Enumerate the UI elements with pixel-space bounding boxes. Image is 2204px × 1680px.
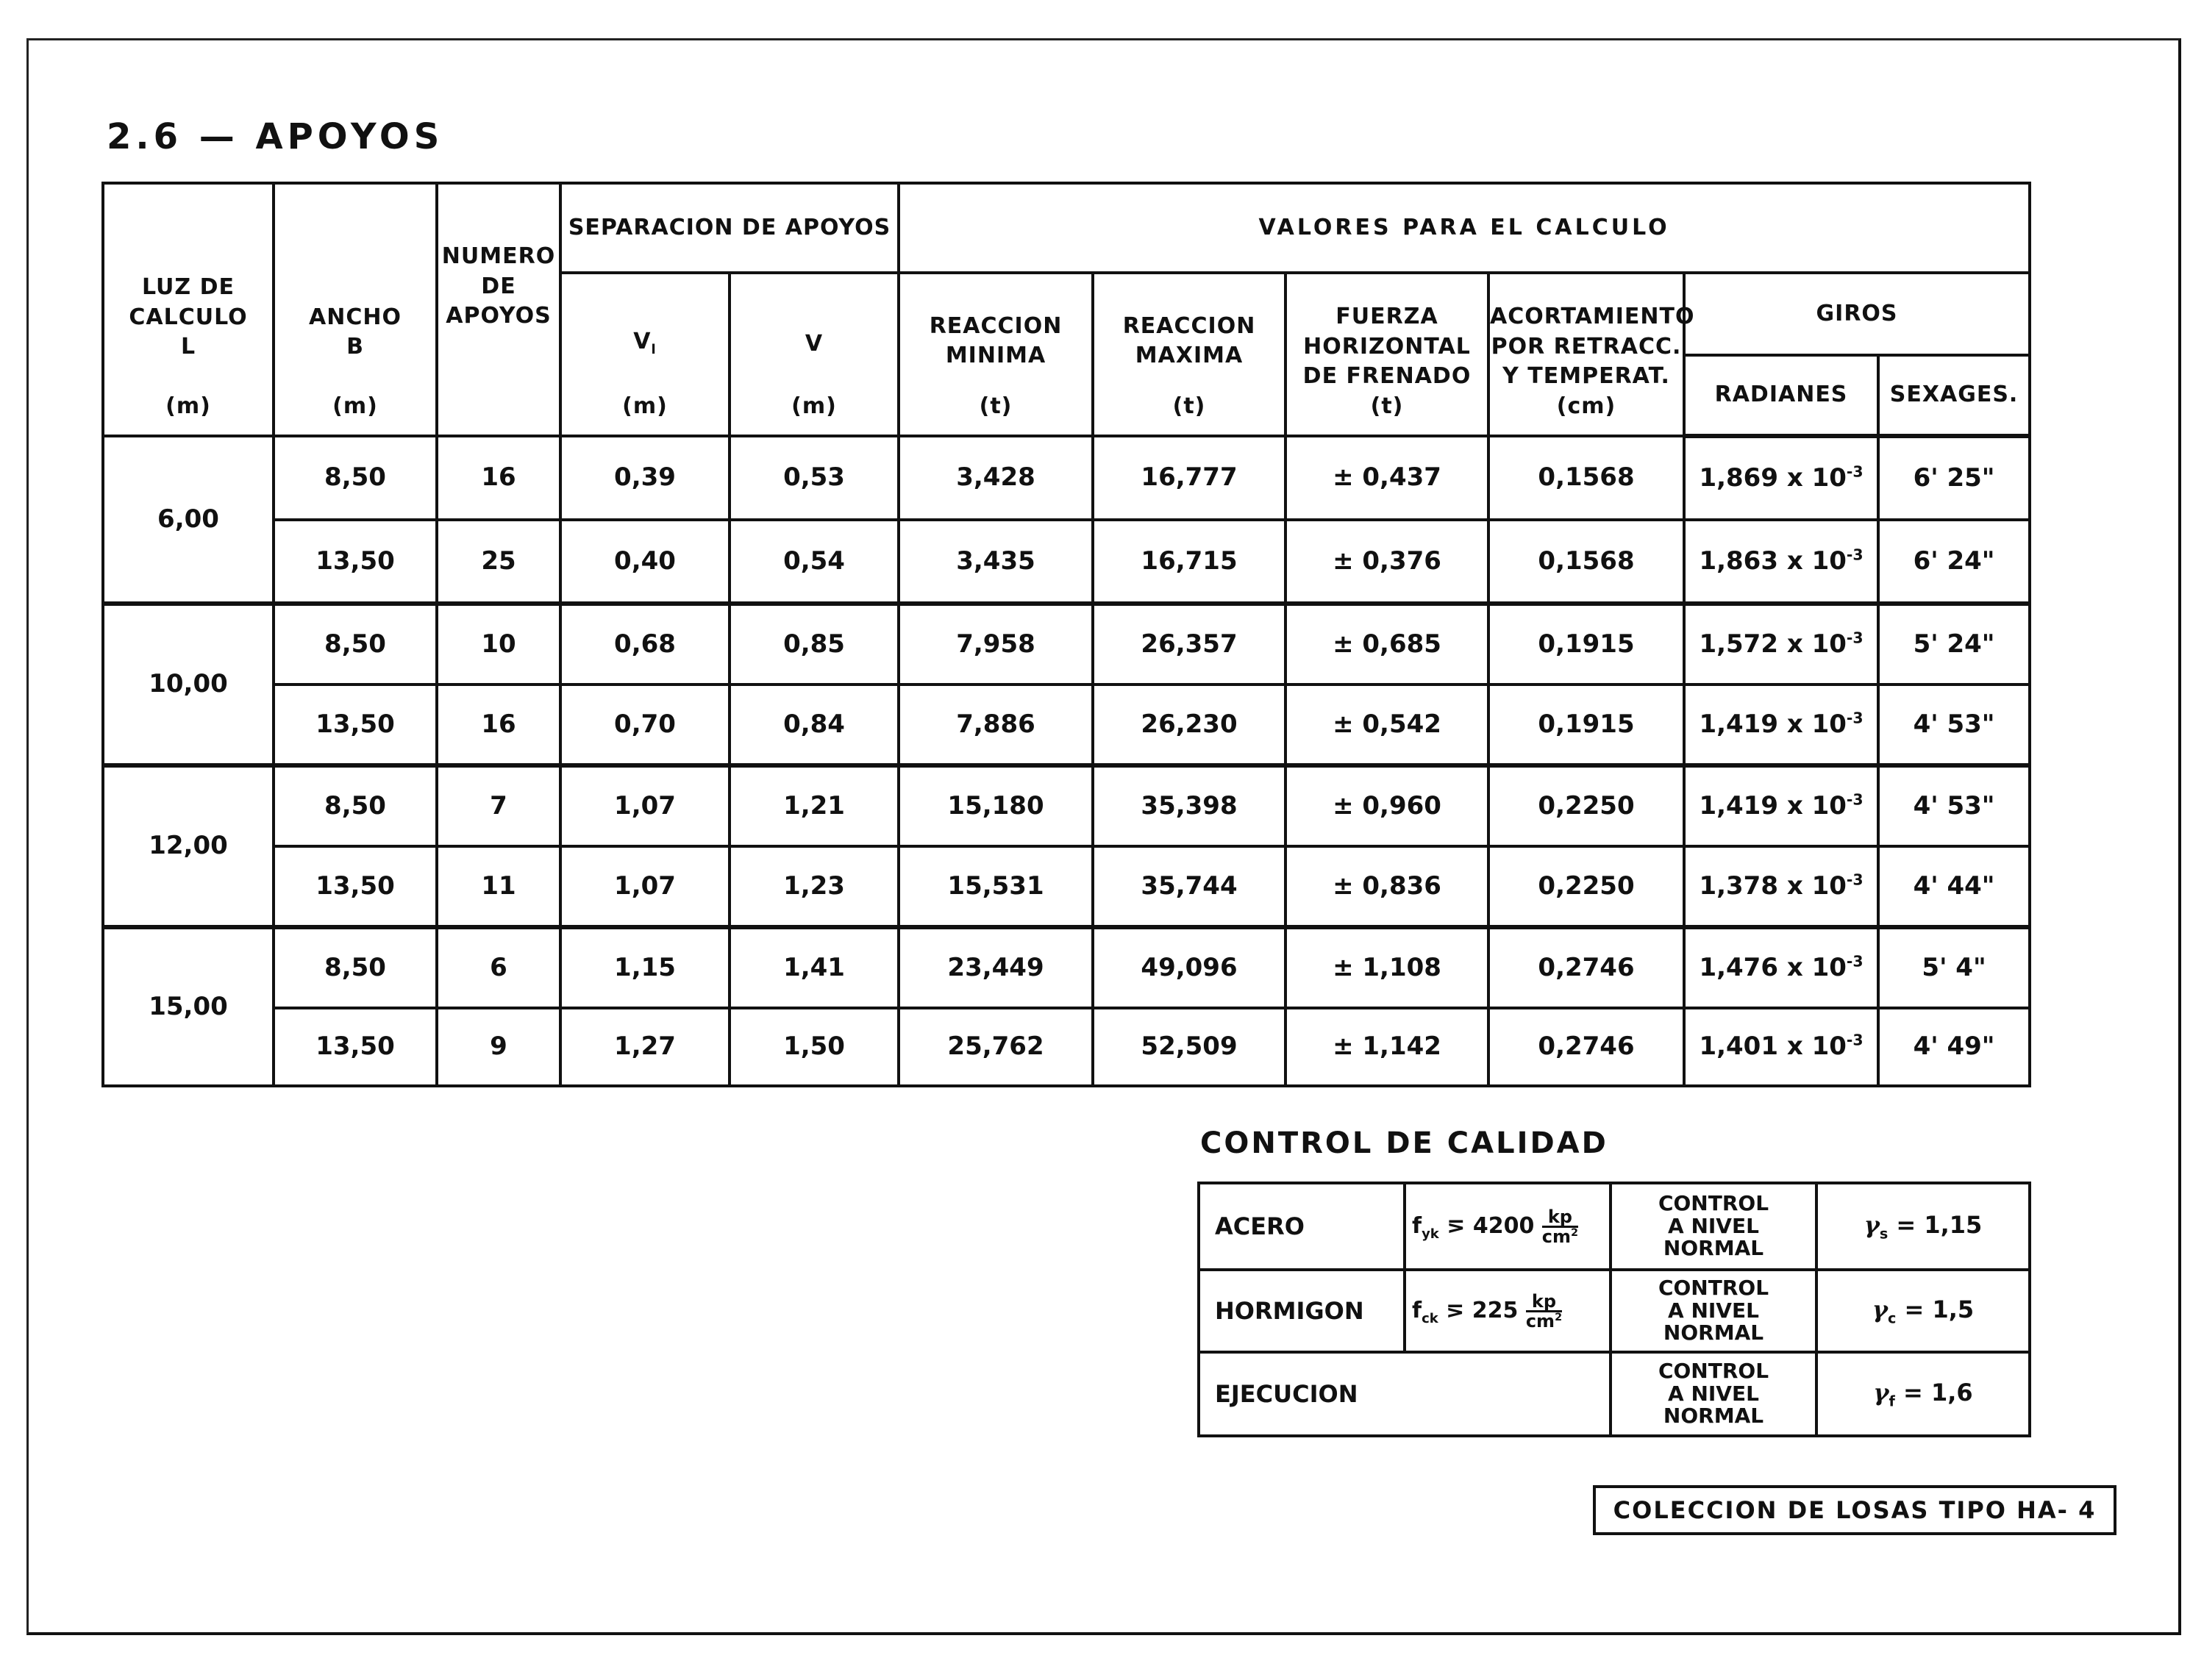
ancho-cell: 8,50: [274, 765, 437, 846]
rmin-cell: 23,449: [899, 927, 1093, 1008]
rmax-cell: 16,777: [1093, 436, 1285, 520]
v1-cell: 0,70: [560, 684, 730, 765]
rmax-cell: 35,744: [1093, 846, 1285, 927]
control-row: [1199, 1183, 2030, 1270]
rad-cell: 1,419 x $10^{-3}$: [1684, 765, 1878, 846]
rmax-cell: 35,398: [1093, 765, 1285, 846]
numero-cell: 10: [437, 604, 560, 684]
header-sexages: SEXAGES.: [1878, 355, 2030, 436]
table-row: [103, 684, 2030, 765]
rad-cell: 1,869 x $10^{-3}$: [1684, 436, 1878, 520]
control-title: CONTROL DE CALIDAD: [1200, 1126, 1608, 1160]
v-cell: 0,84: [730, 684, 899, 765]
header-giros: GIROS: [1684, 273, 2030, 355]
rmax-cell: 52,509: [1093, 1008, 1285, 1086]
sex-cell: 4' 44": [1878, 846, 2030, 927]
ancho-cell: 13,50: [274, 846, 437, 927]
acort-cell: 0,1915: [1488, 604, 1684, 684]
header-numero: NUMERO DE APOYOS: [437, 183, 560, 436]
numero-cell: 16: [437, 684, 560, 765]
fuerza-cell: ± 0,960: [1285, 765, 1488, 846]
sex-cell: 5' 4": [1878, 927, 2030, 1008]
v1-cell: 1,27: [560, 1008, 730, 1086]
fuerza-cell: ± 0,836: [1285, 846, 1488, 927]
acort-cell: 0,1568: [1488, 520, 1684, 604]
acort-cell: 0,2746: [1488, 1008, 1684, 1086]
v1-cell: 0,39: [560, 436, 730, 520]
v1-cell: 1,07: [560, 765, 730, 846]
rad-cell: 1,863 x $10^{-3}$: [1684, 520, 1878, 604]
rad-cell: 1,572 x $10^{-3}$: [1684, 604, 1878, 684]
rad-cell: 1,401 x $10^{-3}$: [1684, 1008, 1878, 1086]
header-v1: $V_l$ (m): [560, 273, 730, 436]
table-row: [103, 846, 2030, 927]
table-row: [103, 436, 2030, 520]
control-level: CONTROL A NIVEL NORMAL: [1611, 1183, 1816, 1270]
control-item: EJECUCION: [1199, 1352, 1611, 1436]
numero-cell: 16: [437, 436, 560, 520]
rad-cell: 1,476 x $10^{-3}$: [1684, 927, 1878, 1008]
fuerza-cell: ± 0,437: [1285, 436, 1488, 520]
rmin-cell: 7,886: [899, 684, 1093, 765]
luz-cell: 6,00: [103, 436, 274, 604]
rmax-cell: 16,715: [1093, 520, 1285, 604]
table-row: [103, 520, 2030, 604]
gamma-coefficient: $\gamma_s = 1,15$: [1816, 1183, 2030, 1270]
sex-cell: 6' 24": [1878, 520, 2030, 604]
header-radianes: RADIANES: [1684, 355, 1878, 436]
v-cell: 0,53: [730, 436, 899, 520]
header-luz: LUZ DE CALCULO L (m): [103, 183, 274, 436]
v1-cell: 0,40: [560, 520, 730, 604]
rmin-cell: 15,531: [899, 846, 1093, 927]
numero-cell: 7: [437, 765, 560, 846]
rmax-cell: 49,096: [1093, 927, 1285, 1008]
control-table: [1197, 1182, 2031, 1437]
control-level: CONTROL A NIVEL NORMAL: [1611, 1270, 1816, 1352]
fuerza-cell: ± 1,108: [1285, 927, 1488, 1008]
control-item: HORMIGON: [1199, 1270, 1405, 1352]
gamma-coefficient: $\gamma_c = 1,5$: [1816, 1270, 2030, 1352]
header-reaccion-minima: REACCION MINIMA (t): [899, 273, 1093, 436]
v-cell: 1,23: [730, 846, 899, 927]
ancho-cell: 8,50: [274, 927, 437, 1008]
sex-cell: 4' 53": [1878, 684, 2030, 765]
sex-cell: 6' 25": [1878, 436, 2030, 520]
control-item: ACERO: [1199, 1183, 1405, 1270]
numero-cell: 25: [437, 520, 560, 604]
ancho-cell: 8,50: [274, 604, 437, 684]
v-cell: 0,85: [730, 604, 899, 684]
acort-cell: 0,2746: [1488, 927, 1684, 1008]
rmax-cell: 26,230: [1093, 684, 1285, 765]
sex-cell: 4' 49": [1878, 1008, 2030, 1086]
numero-cell: 9: [437, 1008, 560, 1086]
header-v: V (m): [730, 273, 899, 436]
acort-cell: 0,1915: [1488, 684, 1684, 765]
fuerza-cell: ± 0,685: [1285, 604, 1488, 684]
luz-cell: 10,00: [103, 604, 274, 765]
luz-cell: 15,00: [103, 927, 274, 1086]
v-cell: 1,50: [730, 1008, 899, 1086]
gamma-coefficient: $\gamma_f = 1,6$: [1816, 1352, 2030, 1436]
acort-cell: 0,1568: [1488, 436, 1684, 520]
rmin-cell: 3,435: [899, 520, 1093, 604]
fuerza-cell: ± 1,142: [1285, 1008, 1488, 1086]
control-spec: $f_{ck}$ ⋝ 225 $\frac{kp}{cm^2}$: [1405, 1270, 1611, 1352]
acort-cell: 0,2250: [1488, 846, 1684, 927]
header-separacion: SEPARACION DE APOYOS: [560, 183, 899, 273]
section-title: 2.6 — APOYOS: [107, 116, 444, 157]
table-row: [103, 1008, 2030, 1086]
header-valores: VALORES PARA EL CALCULO: [899, 183, 2030, 273]
control-spec: $f_{yk}$ ⋝ 4200 $\frac{kp}{cm^2}$: [1405, 1183, 1611, 1270]
rmin-cell: 15,180: [899, 765, 1093, 846]
table-row: [103, 927, 2030, 1008]
control-row: [1199, 1270, 2030, 1352]
v-cell: 1,41: [730, 927, 899, 1008]
v-cell: 1,21: [730, 765, 899, 846]
rmin-cell: 3,428: [899, 436, 1093, 520]
ancho-cell: 13,50: [274, 520, 437, 604]
rad-cell: 1,419 x $10^{-3}$: [1684, 684, 1878, 765]
collection-stamp: COLECCION DE LOSAS TIPO HA- 4: [1593, 1485, 2116, 1535]
fuerza-cell: ± 0,376: [1285, 520, 1488, 604]
header-acortamiento: ACORTAMIENTO POR RETRACC. Y TEMPERAT. (cm): [1488, 273, 1684, 436]
sex-cell: 4' 53": [1878, 765, 2030, 846]
table-row: [103, 765, 2030, 846]
rad-cell: 1,378 x $10^{-3}$: [1684, 846, 1878, 927]
v1-cell: 1,15: [560, 927, 730, 1008]
v-cell: 0,54: [730, 520, 899, 604]
numero-cell: 11: [437, 846, 560, 927]
table-row: [103, 604, 2030, 684]
v1-cell: 1,07: [560, 846, 730, 927]
control-row: [1199, 1352, 2030, 1436]
header-ancho: ANCHO B (m): [274, 183, 437, 436]
acort-cell: 0,2250: [1488, 765, 1684, 846]
header-fuerza: FUERZA HORIZONTAL DE FRENADO (t): [1285, 273, 1488, 436]
rmin-cell: 25,762: [899, 1008, 1093, 1086]
rmax-cell: 26,357: [1093, 604, 1285, 684]
ancho-cell: 13,50: [274, 1008, 437, 1086]
ancho-cell: 8,50: [274, 436, 437, 520]
ancho-cell: 13,50: [274, 684, 437, 765]
control-level: CONTROL A NIVEL NORMAL: [1611, 1352, 1816, 1436]
sex-cell: 5' 24": [1878, 604, 2030, 684]
luz-cell: 12,00: [103, 765, 274, 927]
v1-cell: 0,68: [560, 604, 730, 684]
rmin-cell: 7,958: [899, 604, 1093, 684]
numero-cell: 6: [437, 927, 560, 1008]
fuerza-cell: ± 0,542: [1285, 684, 1488, 765]
apoyos-table: [101, 182, 2031, 1087]
header-reaccion-maxima: REACCION MAXIMA (t): [1093, 273, 1285, 436]
